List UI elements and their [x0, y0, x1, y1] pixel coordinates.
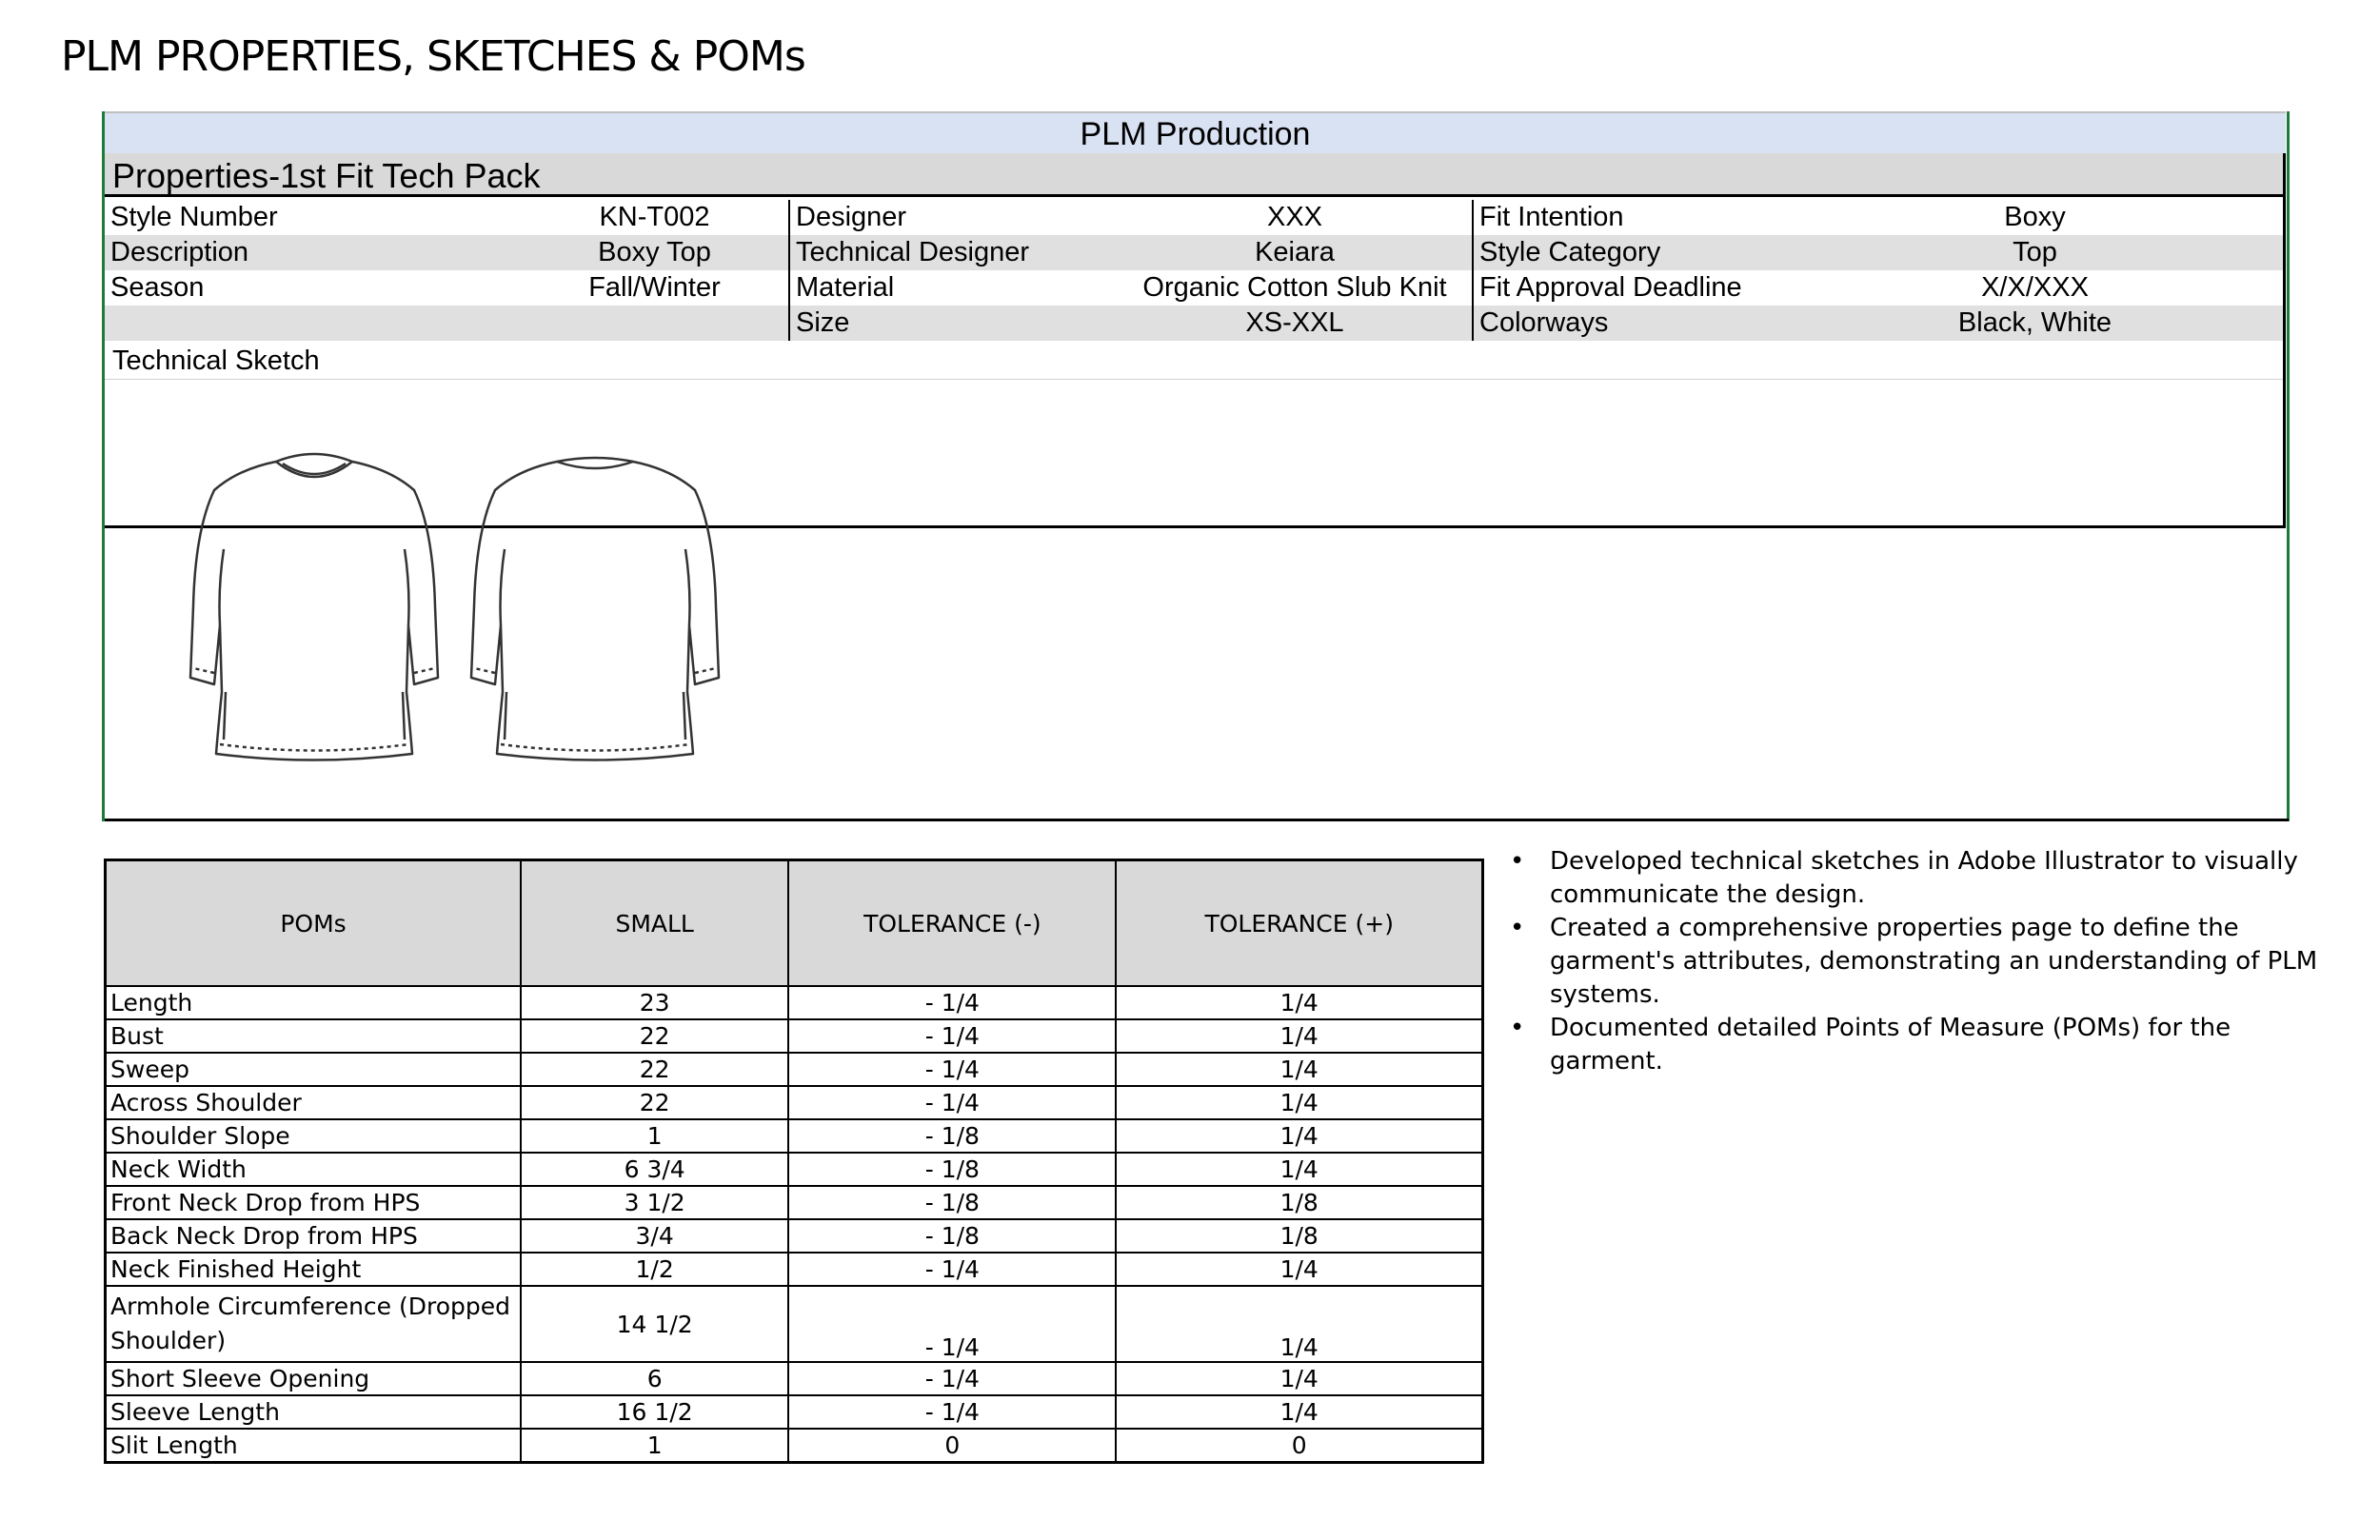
pom-small: 3 1/2	[521, 1186, 788, 1219]
pom-name: Neck Width	[106, 1153, 522, 1186]
page-title: PLM PROPERTIES, SKETCHES & POMs	[61, 32, 805, 81]
pom-name: Sweep	[106, 1053, 522, 1086]
property-label: Fit Approval Deadline	[1473, 270, 1787, 306]
pom-name: Armhole Circumference (Dropped Shoulder)	[106, 1286, 522, 1362]
pom-name: Sleeve Length	[106, 1395, 522, 1429]
property-label	[105, 306, 521, 341]
tshirt-back-sketch	[466, 435, 724, 782]
pom-name: Front Neck Drop from HPS	[106, 1186, 522, 1219]
pom-tol-minus: - 1/4	[788, 1086, 1116, 1119]
table-row	[106, 986, 1483, 1019]
properties-table	[105, 200, 2283, 341]
list-item	[1502, 1012, 2340, 1078]
properties-sheet	[102, 111, 2286, 821]
column-header: TOLERANCE (+)	[1116, 860, 1482, 987]
property-value	[521, 306, 789, 341]
poms-table	[104, 859, 1484, 1464]
table-row	[106, 1219, 1483, 1253]
pom-small: 1/2	[521, 1253, 788, 1286]
pom-tol-plus: 1/8	[1116, 1186, 1482, 1219]
list-item	[1502, 845, 2340, 912]
note-text: Developed technical sketches in Adobe Illustrator to visually communicate the design.	[1550, 847, 2298, 909]
notes-list	[1502, 845, 2340, 1078]
property-value: Top	[1787, 235, 2283, 270]
property-value: Boxy	[2004, 202, 2066, 232]
pom-small: 14 1/2	[521, 1286, 788, 1362]
table-row	[106, 1362, 1483, 1395]
table-row	[106, 1119, 1483, 1153]
property-value: KN-T002	[599, 202, 710, 232]
pom-small: 22	[521, 1019, 788, 1053]
bullet-icon: •	[1510, 1014, 1525, 1042]
property-label: Size	[789, 306, 1118, 341]
table-row	[106, 1186, 1483, 1219]
properties-section-title: Properties-1st Fit Tech Pack	[105, 153, 2283, 197]
pom-tol-plus: 1/4	[1116, 1362, 1482, 1395]
pom-small: 16 1/2	[521, 1395, 788, 1429]
pom-name: Slit Length	[106, 1429, 522, 1463]
property-label: Description	[105, 235, 521, 270]
pom-tol-minus: - 1/4	[788, 1053, 1116, 1086]
pom-tol-minus: - 1/8	[788, 1119, 1116, 1153]
property-value: XS-XXL	[1118, 306, 1473, 341]
pom-name: Neck Finished Height	[106, 1253, 522, 1286]
pom-small: 23	[521, 986, 788, 1019]
bullet-icon: •	[1510, 847, 1525, 876]
bullet-icon: •	[1510, 914, 1525, 942]
pom-name: Back Neck Drop from HPS	[106, 1219, 522, 1253]
property-value: XXX	[1266, 202, 1323, 232]
list-item	[1502, 912, 2340, 1012]
table-row	[106, 1253, 1483, 1286]
pom-tol-plus: 1/4	[1116, 1395, 1482, 1429]
property-value: X/X/XXX	[1981, 272, 2089, 303]
property-value: Fall/Winter	[588, 272, 721, 303]
pom-tol-plus: 1/4	[1116, 1086, 1482, 1119]
property-label: Season	[110, 272, 205, 303]
pom-tol-minus: - 1/8	[788, 1219, 1116, 1253]
table-row	[106, 1429, 1483, 1463]
table-row	[106, 1086, 1483, 1119]
pom-small: 3/4	[521, 1219, 788, 1253]
pom-name: Bust	[106, 1019, 522, 1053]
property-label: Designer	[789, 200, 1118, 235]
pom-tol-minus: - 1/8	[788, 1186, 1116, 1219]
pom-tol-plus: 1/4	[1116, 1153, 1482, 1186]
pom-name: Short Sleeve Opening	[106, 1362, 522, 1395]
pom-small: 6	[521, 1362, 788, 1395]
properties-row	[105, 235, 2283, 270]
column-header: TOLERANCE (-)	[788, 860, 1116, 987]
pom-tol-minus: - 1/8	[788, 1153, 1116, 1186]
property-label: Style Number	[110, 202, 278, 232]
column-header: SMALL	[521, 860, 788, 987]
pom-tol-minus: - 1/4	[788, 1253, 1116, 1286]
pom-name: Length	[106, 986, 522, 1019]
column-header: POMs	[106, 860, 522, 987]
property-label: Technical Designer	[789, 235, 1118, 270]
property-value: Organic Cotton Slub Knit	[1142, 272, 1447, 303]
pom-name: Across Shoulder	[106, 1086, 522, 1119]
pom-small: 1	[521, 1429, 788, 1463]
pom-tol-minus: - 1/4	[788, 1395, 1116, 1429]
property-label: Style Category	[1473, 235, 1787, 270]
table-row	[106, 1153, 1483, 1186]
property-value: Black, White	[1787, 306, 2283, 341]
pom-small: 6 3/4	[521, 1153, 788, 1186]
pom-small: 22	[521, 1086, 788, 1119]
pom-tol-plus: 1/4	[1116, 1019, 1482, 1053]
poms-header-row	[106, 860, 1483, 987]
pom-small: 22	[521, 1053, 788, 1086]
pom-tol-plus: 1/4	[1116, 1286, 1482, 1362]
pom-tol-plus: 1/4	[1116, 986, 1482, 1019]
tshirt-front-sketch	[186, 435, 443, 782]
pom-name: Shoulder Slope	[106, 1119, 522, 1153]
note-text: Documented detailed Points of Measure (POMs) for the garment.	[1550, 1014, 2231, 1076]
pom-tol-minus: - 1/4	[788, 1362, 1116, 1395]
property-label: Fit Intention	[1473, 200, 1787, 235]
pom-tol-minus: - 1/4	[788, 1019, 1116, 1053]
technical-sketch-label: Technical Sketch	[112, 346, 320, 376]
pom-tol-plus: 1/8	[1116, 1219, 1482, 1253]
pom-tol-minus: 0	[788, 1429, 1116, 1463]
divider	[105, 819, 2289, 821]
properties-row	[105, 306, 2283, 341]
divider	[105, 379, 2283, 380]
pom-tol-plus: 1/4	[1116, 1053, 1482, 1086]
property-value: Boxy Top	[521, 235, 789, 270]
properties-row	[105, 270, 2283, 306]
table-row	[106, 1395, 1483, 1429]
pom-tol-plus: 1/4	[1116, 1253, 1482, 1286]
plm-production-band: PLM Production	[105, 111, 2286, 155]
pom-tol-plus: 1/4	[1116, 1119, 1482, 1153]
property-value: Keiara	[1118, 235, 1473, 270]
properties-row	[105, 200, 2283, 235]
table-row	[106, 1286, 1483, 1362]
property-label: Colorways	[1473, 306, 1787, 341]
note-text: Created a comprehensive properties page to define the garment's attributes, demonstrating an understanding of PLM systems.	[1550, 914, 2318, 1009]
pom-small: 1	[521, 1119, 788, 1153]
property-label: Material	[789, 270, 1118, 306]
selection-border	[2287, 111, 2290, 821]
table-row	[106, 1019, 1483, 1053]
pom-tol-minus: - 1/4	[788, 1286, 1116, 1362]
table-row	[106, 1053, 1483, 1086]
pom-tol-plus: 0	[1116, 1429, 1482, 1463]
pom-tol-minus: - 1/4	[788, 986, 1116, 1019]
